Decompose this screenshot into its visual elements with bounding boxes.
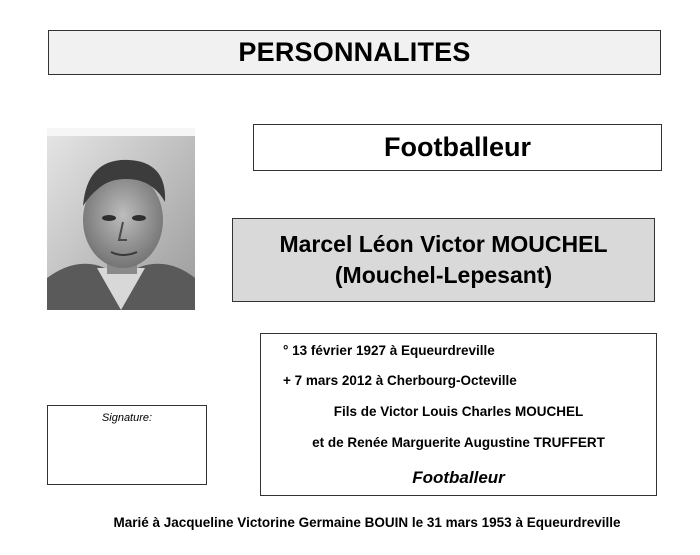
profession-label: Footballeur [412,468,505,487]
page-title-box [48,30,661,75]
birth-info: ° 13 février 1927 à Equeurdreville [283,343,495,358]
mother-info: et de Renée Marguerite Augustine TRUFFERT [312,435,605,450]
signature-box [47,405,207,485]
full-name: Marcel Léon Victor MOUCHEL [279,231,608,257]
portrait-photo [47,128,195,310]
father-info: Fils de Victor Louis Charles MOUCHEL [333,404,584,419]
alias-name: (Mouchel-Lepesant) [334,262,553,288]
profession-heading: Footballeur [384,132,531,162]
profession-heading-box [253,124,662,171]
death-info: + 7 mars 2012 à Cherbourg-Octeville [283,373,517,388]
name-box [232,218,655,302]
page-title: PERSONNALITES [238,37,471,67]
signature-label: Signature: [101,412,153,424]
marriage-info: Marié à Jacqueline Victorine Germaine BOUIN le 31 mars 1953 à Equeurdreville [113,515,621,530]
details-box [260,333,657,496]
